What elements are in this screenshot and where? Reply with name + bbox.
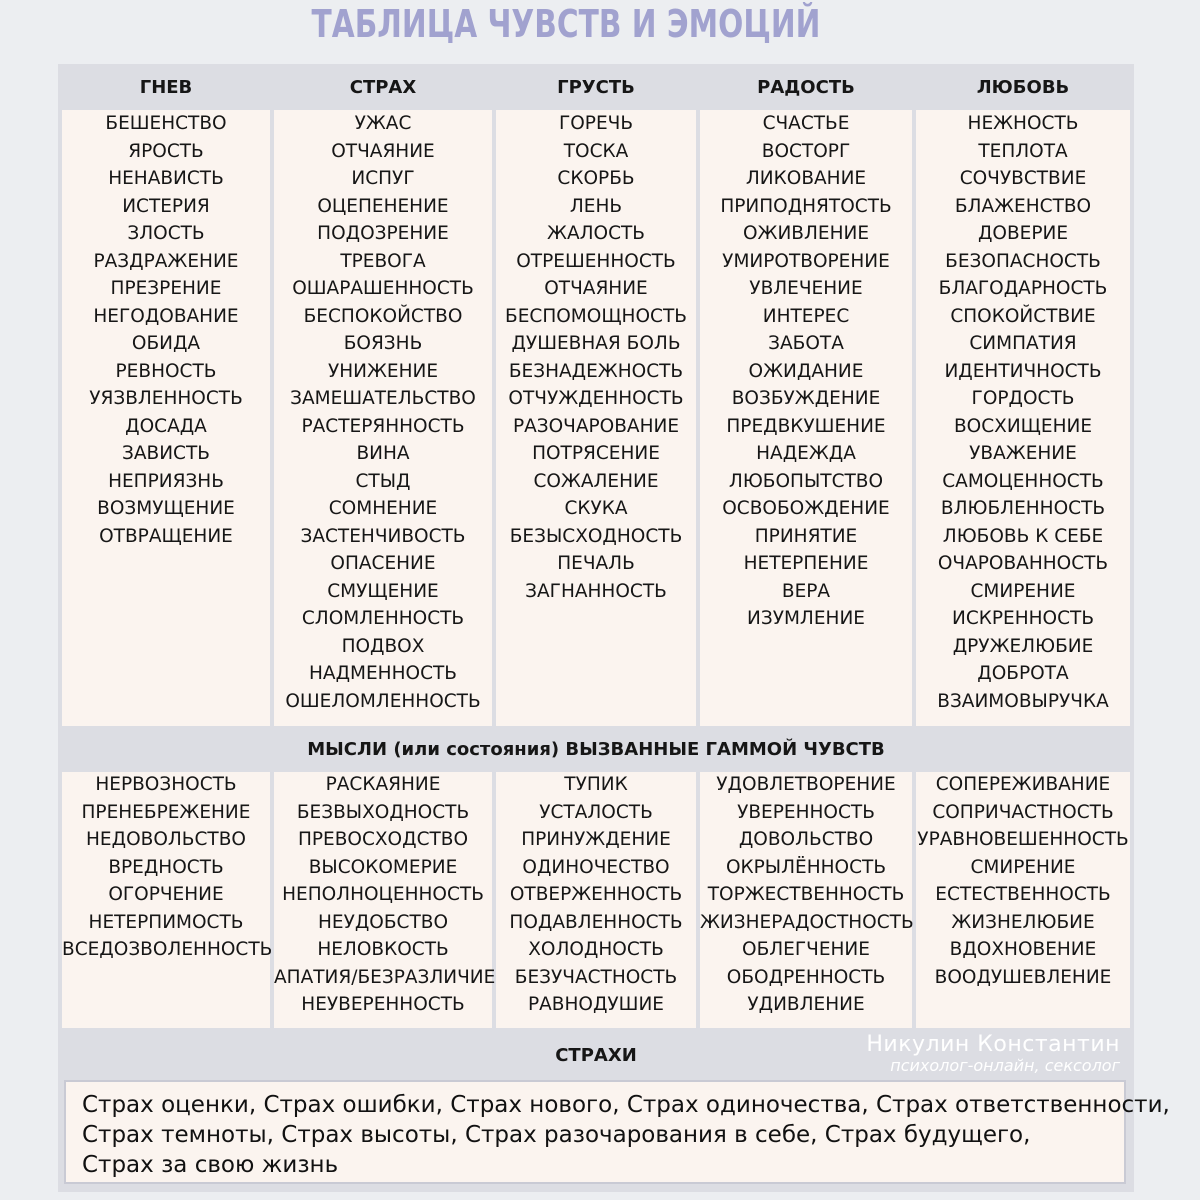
watermark-subtitle: психолог-онлайн, сексолог	[890, 1056, 1120, 1075]
word-item: ЛЕНЬ	[569, 195, 623, 217]
word-item: ОТРЕШЕННОСТЬ	[516, 250, 676, 272]
word-item: ВООДУШЕВЛЕНИЕ	[934, 966, 1112, 988]
states-title-part3: ВЫЗВАННЫЕ ГАММОЙ ЧУВСТВ	[565, 738, 885, 760]
fears-box	[64, 1080, 1170, 1184]
word-item: СОЧУВСТВИЕ	[959, 168, 1087, 189]
watermark-name: Никулин Константин	[866, 1032, 1120, 1057]
word-item: ПРИНУЖДЕНИЕ	[521, 829, 671, 850]
word-item: НЕТЕРПЕНИЕ	[743, 553, 869, 574]
word-item: ЛЮБОПЫТСТВО	[728, 470, 884, 492]
column-header-anger: ГНЕВ	[139, 76, 193, 98]
word-item: ПОДОЗРЕНИЕ	[317, 223, 449, 244]
word-item: ВИНА	[356, 443, 410, 464]
word-item: БЕЗУЧАСТНОСТЬ	[514, 966, 678, 988]
word-item: ОЦЕПЕНЕНИЕ	[317, 195, 449, 217]
word-item: ОБЛЕГЧЕНИЕ	[742, 939, 870, 960]
word-item: ТОРЖЕСТВЕННОСТЬ	[707, 884, 905, 905]
word-item: УВЕРЕННОСТЬ	[737, 801, 875, 823]
word-item: НЕПОЛНОЦЕННОСТЬ	[282, 884, 484, 905]
word-item: ТОСКА	[563, 140, 629, 162]
word-item: ЗАМЕШАТЕЛЬСТВО	[290, 388, 476, 409]
word-item: ДОБРОТА	[977, 663, 1069, 684]
word-item: ПРИНЯТИЕ	[754, 525, 858, 547]
word-item: ОТВРАЩЕНИЕ	[99, 525, 233, 547]
word-item: ВСЕДОЗВОЛЕННОСТЬ	[62, 939, 273, 960]
states-list-joy	[700, 771, 912, 1019]
word-item: БОЯЗНЬ	[343, 333, 423, 354]
states-title-part2: (или состояния)	[393, 738, 560, 760]
word-item: ИСПУГ	[351, 168, 415, 189]
word-item: НЕДОВОЛЬСТВО	[86, 829, 246, 850]
column-header-sadness: ГРУСТЬ	[557, 76, 635, 98]
word-item: ТЕПЛОТА	[978, 140, 1068, 162]
word-item: ЕСТЕСТВЕННОСТЬ	[935, 884, 1111, 905]
word-item: ОТВЕРЖЕННОСТЬ	[509, 884, 683, 905]
author-watermark	[866, 1034, 1120, 1074]
word-item: БЕСПОКОЙСТВО	[303, 305, 463, 327]
word-item: ВЗАИМОВЫРУЧКА	[937, 690, 1109, 712]
word-item: ВОЗБУЖДЕНИЕ	[731, 388, 881, 409]
states-list-love	[916, 771, 1130, 991]
word-item: ЗАБОТА	[768, 333, 844, 354]
word-item: ЛЮБОВЬ К СЕБЕ	[942, 525, 1104, 547]
word-item: НЕТЕРПИМОСТЬ	[88, 911, 244, 933]
word-item: ВОСХИЩЕНИЕ	[953, 415, 1093, 437]
word-item: ВЛЮБЛЕННОСТЬ	[940, 498, 1106, 519]
fears-text	[82, 1090, 1170, 1180]
word-item: ОДИНОЧЕСТВО	[522, 856, 670, 878]
word-item: ПОТРЯСЕНИЕ	[532, 443, 660, 464]
word-item: УВЛЕЧЕНИЕ	[749, 278, 863, 299]
word-item: СКОРБЬ	[557, 168, 635, 189]
word-item: ВОЗМУЩЕНИЕ	[97, 498, 235, 519]
word-item: ДРУЖЕЛЮБИЕ	[952, 635, 1094, 657]
word-item: НЕГОДОВАНИЕ	[93, 305, 239, 327]
word-item: БЕСПОМОЩНОСТЬ	[505, 305, 687, 327]
feelings-list-love	[916, 110, 1130, 715]
word-item: ПЕЧАЛЬ	[557, 553, 635, 574]
word-item: РАВНОДУШИЕ	[527, 994, 664, 1015]
word-item: ИНТЕРЕС	[762, 305, 850, 327]
word-item: СИМПАТИЯ	[969, 333, 1077, 354]
fears-line: Страх темноты, Страх высоты, Страх разочарования в себе, Страх будущего,	[82, 1122, 1031, 1148]
word-item: УНИЖЕНИЕ	[327, 360, 439, 382]
word-item: УМИРОТВОРЕНИЕ	[722, 250, 890, 272]
word-item: ОКРЫЛЁННОСТЬ	[725, 856, 887, 878]
word-item: УДОВЛЕТВОРЕНИЕ	[716, 774, 896, 795]
states-title-part1: МЫСЛИ	[307, 738, 388, 760]
word-item: ОПАСЕНИЕ	[330, 553, 436, 574]
word-item: ЗЛОСТЬ	[127, 223, 205, 244]
word-item: ЛИКОВАНИЕ	[745, 168, 867, 189]
word-item: ДОСАДА	[125, 415, 207, 437]
word-item: ОТЧУЖДЕННОСТЬ	[508, 388, 684, 409]
word-item: АПАТИЯ/БЕЗРАЗЛИЧИЕ	[274, 966, 496, 988]
word-item: СТЫД	[355, 470, 411, 492]
word-item: ОСВОБОЖДЕНИЕ	[722, 498, 890, 519]
page-title: ТАБЛИЦА ЧУВСТВ И ЭМОЦИЙ	[311, 2, 821, 46]
word-item: СКУКА	[564, 498, 628, 519]
word-item: НЕУДОБСТВО	[317, 911, 449, 933]
fears-line: Страх за свою жизнь	[82, 1152, 339, 1178]
word-item: БЕЗЫСХОДНОСТЬ	[509, 525, 683, 547]
word-item: СОЖАЛЕНИЕ	[533, 470, 659, 492]
feelings-list-fear	[274, 110, 492, 715]
word-item: ОЖИДАНИЕ	[748, 360, 864, 382]
word-item: УРАВНОВЕШЕННОСТЬ	[917, 829, 1129, 850]
word-item: БЛАГОДАРНОСТЬ	[938, 278, 1108, 299]
word-item: СЛОМЛЕННОСТЬ	[301, 608, 465, 629]
word-item: ЖИЗНЕЛЮБИЕ	[951, 911, 1095, 933]
word-item: СЧАСТЬЕ	[762, 113, 850, 134]
word-item: ГОРЕЧЬ	[558, 113, 634, 134]
word-item: РАЗОЧАРОВАНИЕ	[512, 415, 680, 437]
word-item: УДИВЛЕНИЕ	[747, 994, 865, 1015]
word-item: НАДМЕННОСТЬ	[309, 663, 457, 684]
word-item: РАСКАЯНИЕ	[325, 774, 441, 795]
word-item: ВДОХНОВЕНИЕ	[949, 939, 1097, 960]
word-item: ИЗУМЛЕНИЕ	[747, 608, 865, 629]
word-item: ЯРОСТЬ	[128, 140, 204, 162]
word-item: УЖАС	[354, 113, 412, 134]
word-item: ПРЕНЕБРЕЖЕНИЕ	[81, 801, 251, 823]
word-item: ОШЕЛОМЛЕННОСТЬ	[285, 690, 481, 712]
fears-line: Страх оценки, Страх ошибки, Страх нового, Страх одиночества, Страх ответственности,	[82, 1092, 1170, 1118]
word-item: ТРЕВОГА	[340, 250, 426, 272]
word-item: СОПЕРЕЖИВАНИЕ	[935, 774, 1111, 795]
fears-section-title: СТРАХИ	[555, 1044, 637, 1066]
word-item: ДОВОЛЬСТВО	[738, 829, 874, 850]
word-item: УВАЖЕНИЕ	[969, 443, 1077, 464]
word-item: ОБОДРЕННОСТЬ	[726, 966, 886, 988]
feelings-list-joy	[700, 110, 912, 633]
word-item: ТУПИК	[564, 774, 628, 795]
word-item: ОГОРЧЕНИЕ	[108, 884, 224, 905]
word-item: ИСТЕРИЯ	[122, 195, 210, 217]
word-item: ВЕРА	[781, 580, 831, 602]
word-item: БЕШЕНСТВО	[105, 113, 227, 134]
word-item: ОЖИВЛЕНИЕ	[742, 223, 870, 244]
word-item: СОПРИЧАСТНОСТЬ	[932, 801, 1114, 823]
word-item: ВОСТОРГ	[761, 140, 851, 162]
word-item: УЯЗВЛЕННОСТЬ	[89, 388, 243, 409]
word-item: ОТЧАЯНИЕ	[544, 278, 648, 299]
feelings-list-sadness	[496, 110, 696, 605]
word-item: ПОДВОХ	[341, 635, 425, 657]
word-item: ОШАРАШЕННОСТЬ	[292, 278, 474, 299]
column-header-joy: РАДОСТЬ	[757, 76, 855, 98]
word-item: ОЧАРОВАННОСТЬ	[937, 553, 1109, 574]
word-item: УСТАЛОСТЬ	[539, 801, 653, 823]
states-list-fear	[274, 771, 496, 1019]
word-item: ВРЕДНОСТЬ	[108, 856, 224, 878]
states-list-anger	[62, 771, 273, 964]
word-item: ПРЕЗРЕНИЕ	[110, 278, 222, 299]
word-item: НЕНАВИСТЬ	[108, 168, 224, 189]
word-item: ОТЧАЯНИЕ	[331, 140, 435, 162]
word-item: СМИРЕНИЕ	[970, 856, 1076, 878]
column-header-fear: СТРАХ	[349, 76, 417, 98]
word-item: БЕЗОПАСНОСТЬ	[945, 250, 1101, 272]
column-header-love: ЛЮБОВЬ	[976, 76, 1070, 98]
word-item: ЗАСТЕНЧИВОСТЬ	[300, 525, 466, 547]
word-item: ХОЛОДНОСТЬ	[528, 939, 664, 960]
word-item: НЕУВЕРЕННОСТЬ	[301, 994, 465, 1015]
word-item: ПРЕДВКУШЕНИЕ	[726, 415, 886, 437]
word-item: ЖИЗНЕРАДОСТНОСТЬ	[700, 911, 914, 933]
word-item: ДОВЕРИЕ	[977, 223, 1069, 244]
word-item: ПОДАВЛЕННОСТЬ	[509, 911, 683, 933]
word-item: ВЫСОКОМЕРИЕ	[308, 856, 458, 878]
feelings-list-anger	[62, 110, 270, 550]
word-item: НЕПРИЯЗНЬ	[108, 470, 224, 492]
word-item: ОБИДА	[131, 333, 201, 354]
word-item: ЖАЛОСТЬ	[547, 223, 645, 244]
word-item: ДУШЕВНАЯ БОЛЬ	[511, 333, 681, 354]
word-item: САМОЦЕННОСТЬ	[942, 470, 1104, 492]
word-item: ИДЕНТИЧНОСТЬ	[944, 360, 1102, 382]
word-item: ПРИПОДНЯТОСТЬ	[720, 195, 892, 217]
word-item: БЕЗВЫХОДНОСТЬ	[296, 801, 470, 823]
word-item: РАЗДРАЖЕНИЕ	[93, 250, 239, 272]
word-item: РЕВНОСТЬ	[115, 360, 217, 382]
word-item: БЕЗНАДЕЖНОСТЬ	[508, 360, 684, 382]
states-list-sadness	[496, 771, 696, 1019]
word-item: НЕЖНОСТЬ	[967, 113, 1079, 134]
word-item: НЕЛОВКОСТЬ	[317, 939, 449, 960]
word-item: ИСКРЕННОСТЬ	[951, 608, 1095, 629]
word-item: НЕРВОЗНОСТЬ	[95, 774, 237, 795]
word-item: НАДЕЖДА	[756, 443, 856, 464]
word-item: СОМНЕНИЕ	[328, 498, 438, 519]
states-section-title	[58, 726, 1134, 772]
word-item: ПРЕВОСХОДСТВО	[297, 829, 469, 850]
word-item: СПОКОЙСТВИЕ	[950, 305, 1096, 327]
word-item: ЗАГНАННОСТЬ	[525, 580, 667, 602]
word-item: ЗАВИСТЬ	[122, 443, 210, 464]
word-item: СМУЩЕНИЕ	[327, 580, 439, 602]
word-item: СМИРЕНИЕ	[970, 580, 1076, 602]
word-item: ГОРДОСТЬ	[971, 388, 1075, 409]
word-item: БЛАЖЕНСТВО	[954, 195, 1092, 217]
word-item: РАСТЕРЯННОСТЬ	[301, 415, 465, 437]
